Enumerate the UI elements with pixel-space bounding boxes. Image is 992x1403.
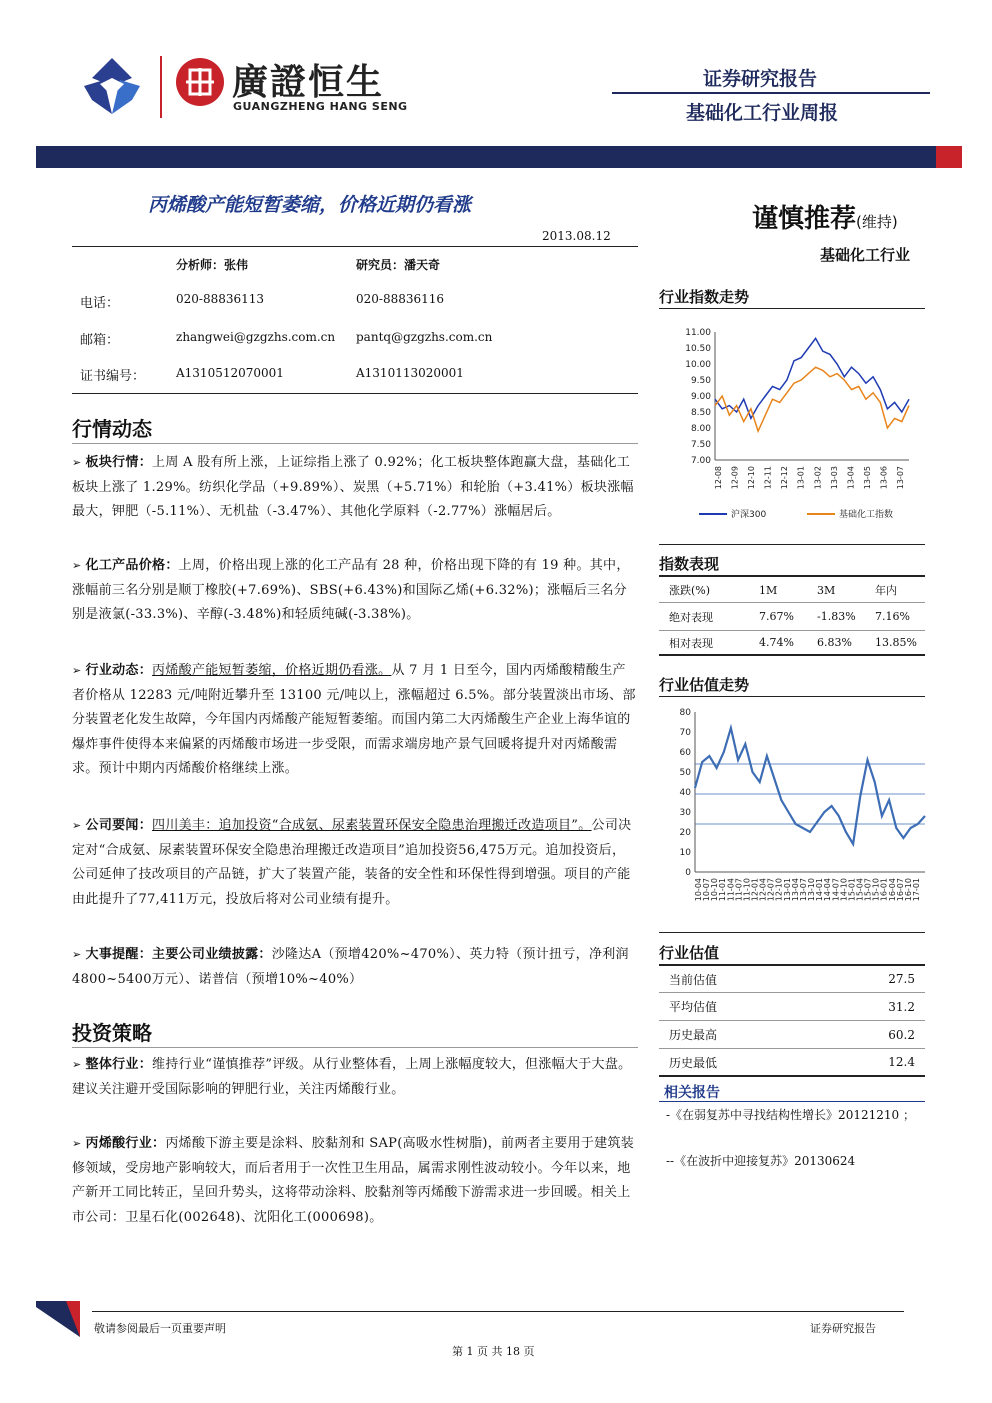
val-label: 历史最低 bbox=[669, 1055, 718, 1070]
logo-mark-icon bbox=[76, 56, 148, 116]
x-tick-label: 13-07 bbox=[798, 878, 808, 902]
y-tick-label: 9.00 bbox=[690, 392, 711, 402]
x-tick-label: 12-09 bbox=[730, 466, 740, 490]
x-tick-label: 12-07 bbox=[766, 878, 776, 902]
perf-title: 指数表现 bbox=[659, 555, 720, 573]
section-heading: 投资策略 bbox=[72, 1021, 152, 1045]
contact-value: 020-88836116 bbox=[356, 292, 445, 306]
x-tick-label: 10-04 bbox=[694, 878, 703, 902]
item-title: 板块行情： bbox=[85, 455, 153, 470]
x-tick-label: 13-04 bbox=[846, 466, 856, 490]
rating-main: 谨慎推荐 bbox=[752, 204, 857, 234]
item-text: 维持行业“谨慎推荐”评级。从行业整体看，上周上涨幅度较大，但涨幅大于大盘。建议关注避开受国际影响的钾肥行业，关注丙烯酸行业。 bbox=[72, 1057, 632, 1097]
contact-value: A1310113020001 bbox=[356, 366, 464, 380]
x-tick-label: 13-07 bbox=[896, 466, 905, 490]
y-tick-label: 11.00 bbox=[685, 328, 711, 338]
index-trend-chart bbox=[659, 318, 929, 528]
x-tick-label: 12-08 bbox=[714, 466, 723, 490]
item-title: 化工产品价格： bbox=[85, 558, 179, 573]
x-tick-label: 12-01 bbox=[750, 878, 760, 902]
perf-cell: 相对表现 bbox=[669, 636, 713, 650]
x-tick-label: 16-04 bbox=[887, 878, 897, 902]
perf-cell: 6.83% bbox=[817, 636, 852, 649]
perf-cell: 7.16% bbox=[875, 610, 910, 623]
email-link[interactable]: zhangwei@gzgzhs.com.cn bbox=[176, 330, 336, 344]
item-text: 从 7 月 1 日至今，国内丙烯酸精酸生产者价格从 12283 元/吨附近攀升至 13100 元/吨以上，涨幅超过 6.5%。部分装置淡出市场、部分装置老化发生故障，今年国内丙烯酸产能短暂萎缩。而国内第二大丙烯酸生产企业上海华谊的爆炸事件使得本来偏紧的丙烯酸市场进一步受限，而需求端房地产景气回暖将提升对丙烯酸需求。预计中期内丙烯酸价格继续上涨。 bbox=[72, 663, 636, 776]
trend-title: 行业指数走势 bbox=[659, 288, 750, 306]
brand-en: GUANGZHENG HANG SENG bbox=[233, 100, 408, 113]
related-title: 相关报告 bbox=[664, 1085, 720, 1101]
y-tick-label: 8.00 bbox=[690, 424, 711, 434]
item-text: 上周 A 股有所上涨，上证综指上涨了 0.92%；化工板块整体跑赢大盘，基础化工板块上涨了 1.29%。纺织化学品（+9.89%）、炭黑（+5.71%）和轮胎（+3.41%）板块涨幅最大，钾肥（-5.11%）、无机盐（-3.47%）、其他化学原料（-2.77%）涨幅居后。 bbox=[72, 455, 634, 519]
val-title: 行业估值 bbox=[659, 944, 720, 962]
y-tick-label: 10.00 bbox=[685, 360, 711, 370]
y-tick-label: 20 bbox=[679, 828, 691, 838]
rating-sub: (维持) bbox=[856, 213, 898, 231]
y-tick-label: 9.50 bbox=[690, 376, 711, 386]
footer-report-label: 证券研究报告 bbox=[810, 1322, 876, 1335]
perf-table bbox=[659, 578, 925, 656]
rating-industry: 基础化工行业 bbox=[820, 246, 911, 264]
y-tick-label: 0 bbox=[685, 868, 691, 878]
footer-disclaimer: 敬请参阅最后一页重要声明 bbox=[94, 1322, 226, 1335]
header-bar bbox=[36, 146, 962, 168]
x-tick-label: 14-04 bbox=[823, 878, 833, 902]
item-text: 上周，价格出现上涨的化工产品有 28 种，价格出现下降的有 19 种。其中，涨幅前三名分别是顺丁橡胶(+7.69%)、SBS(+6.43%)和国际乙烯(+6.32%)；涨幅后三名分别是液氯(-33.3%)、辛醇(-3.48%)和轻质纯碱(-3.38%)。 bbox=[72, 558, 630, 622]
x-tick-label: 11-07 bbox=[734, 878, 744, 902]
item-text: 丙烯酸下游主要是涂料、胶黏剂和 SAP(高吸水性树脂)，前两者主要用于建筑装修领域，受房地产影响较大，而后者用于一次性卫生用品，属需求刚性波动较小。今年以来，地产新开工同比转正，呈回升势头，这将带动涂料、胶黏剂等丙烯酸下游需求进一步回暖。相关上市公司：卫星石化(002648)、沈阳化工(000698)。 bbox=[72, 1136, 635, 1225]
x-tick-label: 15-07 bbox=[863, 878, 873, 902]
x-tick-label: 13-01 bbox=[796, 466, 806, 490]
x-tick-label: 16-01 bbox=[879, 878, 889, 902]
x-tick-label: 11-04 bbox=[726, 878, 736, 902]
y-tick-label: 7.00 bbox=[690, 456, 711, 466]
x-tick-label: 15-01 bbox=[847, 878, 857, 902]
item-title: 行业动态： bbox=[85, 663, 153, 678]
contact-value: A1310512070001 bbox=[176, 366, 284, 380]
x-tick-label: 11-01 bbox=[718, 878, 728, 902]
perf-cell: 4.74% bbox=[759, 636, 794, 649]
val-label: 平均估值 bbox=[669, 1000, 718, 1014]
y-tick-label: 10.50 bbox=[685, 344, 711, 354]
x-tick-label: 12-11 bbox=[763, 466, 773, 490]
x-tick-label: 16-10 bbox=[903, 878, 913, 902]
report-type: 证券研究报告 bbox=[703, 68, 818, 90]
y-tick-label: 50 bbox=[679, 768, 691, 778]
x-tick-label: 15-04 bbox=[855, 878, 865, 902]
contact-label: 证书编号： bbox=[80, 369, 146, 384]
valuation-trend-chart bbox=[659, 704, 929, 929]
x-tick-label: 13-04 bbox=[790, 878, 800, 902]
footer-triangle-icon bbox=[36, 1301, 84, 1341]
perf-cell: -1.83% bbox=[817, 610, 856, 623]
email-link[interactable]: pantq@gzgzhs.com.cn bbox=[356, 330, 493, 344]
y-tick-label: 60 bbox=[679, 748, 691, 758]
y-tick-label: 40 bbox=[679, 788, 691, 798]
val-value: 31.2 bbox=[888, 999, 915, 1014]
val-value: 60.2 bbox=[888, 1027, 915, 1042]
analyst-name: 分析师：张伟 bbox=[176, 258, 249, 272]
market-item: ➢ 板块行情：上周 A 股有所上涨，上证综指上涨了 0.92%；化工板块整体跑赢大盘，基础化工板块上涨了 1.29%。纺织化学品（+9.89%）、炭黑（+5.71%）和轮胎（+3.41%）板块涨幅最大，钾肥（-5.11%）、无机盐（-3.47%）、其他化学原料（-2.77%）涨幅居后。 bbox=[72, 455, 634, 519]
item-title: 大事提醒：主要公司业绩披露： bbox=[85, 947, 272, 962]
item-title: 整体行业： bbox=[85, 1057, 153, 1072]
x-tick-label: 14-10 bbox=[839, 878, 849, 902]
market-item: ➢ 大事提醒：主要公司业绩披露：沙隆达A（预增420%~470%）、英力特（预计扭亏，净利润4800~5400万元）、诺普信（预增10%~40%） bbox=[72, 947, 629, 987]
report-date: 2013.08.12 bbox=[542, 229, 611, 243]
item-title: 公司要闻： bbox=[85, 818, 153, 833]
x-tick-label: 12-10 bbox=[747, 466, 757, 490]
y-tick-label: 10 bbox=[679, 848, 691, 858]
perf-header: 1M bbox=[759, 583, 778, 597]
y-tick-label: 30 bbox=[679, 808, 691, 818]
contact-value: 020-88836113 bbox=[176, 292, 265, 306]
y-tick-label: 70 bbox=[679, 728, 691, 738]
market-item: ➢ 化工产品价格：上周，价格出现上涨的化工产品有 28 种，价格出现下降的有 19 种。其中，涨幅前三名分别是顺丁橡胶(+7.69%)、SBS(+6.43%)和国际乙烯(+6.32%)；涨幅后三名分别是液氯(-33.3%)、辛醇(-3.48%)和轻质纯碱(-3.38%)。 bbox=[72, 558, 630, 622]
rating bbox=[752, 198, 898, 235]
related-report-link[interactable]: -《在弱复苏中寻找结构性增长》20121210 ； bbox=[666, 1108, 915, 1122]
x-tick-label: 12-12 bbox=[780, 466, 790, 490]
item-text: 沙隆达A（预增420%~470%）、英力特（预计扭亏，净利润4800~5400万元）、诺普信（预增10%~40%） bbox=[72, 947, 629, 987]
x-tick-label: 10-07 bbox=[702, 878, 712, 902]
x-tick-label: 13-01 bbox=[782, 878, 792, 902]
seal-icon bbox=[176, 58, 224, 106]
perf-cell: 7.67% bbox=[759, 610, 794, 623]
page-number: 第 1 页 共 18 页 bbox=[452, 1345, 535, 1358]
x-tick-label: 11-10 bbox=[742, 878, 752, 902]
contact-label: 邮箱： bbox=[80, 333, 120, 348]
val-value: 27.5 bbox=[888, 972, 915, 986]
x-tick-label: 10-10 bbox=[710, 878, 720, 902]
perf-header: 3M bbox=[817, 583, 836, 597]
market-item: ➢ 公司要闻：四川美丰：追加投资“合成氨、尿素装置环保安全隐患治理搬迁改造项目”。公司决定对“合成氨、尿素装置环保安全隐患治理搬迁改造项目”追加投资56,475万元。追加投资后，公司延伸了技改项目的产品链，扩大了装置产能，装备的安全性和环保性得到增强。项目的产能由此提升了77,411万元，投放后将对公司业绩有提升。 bbox=[72, 818, 632, 907]
x-tick-label: 14-07 bbox=[831, 878, 841, 902]
y-tick-label: 8.50 bbox=[690, 408, 711, 418]
x-tick-label: 17-01 bbox=[912, 878, 921, 902]
report-subtitle: 基础化工行业周报 bbox=[686, 102, 839, 124]
perf-header: 涨跌(%) bbox=[669, 584, 711, 597]
x-tick-label: 13-05 bbox=[862, 466, 872, 490]
contact-label: 电话： bbox=[80, 296, 120, 311]
series-line bbox=[695, 728, 925, 844]
perf-header: 年内 bbox=[875, 584, 897, 597]
x-tick-label: 13-10 bbox=[807, 878, 817, 902]
x-tick-label: 12-04 bbox=[758, 878, 768, 902]
x-tick-label: 13-02 bbox=[813, 466, 823, 490]
related-report-link[interactable]: --《在波折中迎接复苏》20130624 bbox=[666, 1154, 856, 1168]
perf-cell: 绝对表现 bbox=[669, 610, 713, 624]
x-tick-label: 12-10 bbox=[774, 878, 784, 902]
item-lead: 丙烯酸产能短暂萎缩，价格近期仍看涨。 bbox=[152, 663, 392, 678]
legend-label: 基础化工指数 bbox=[839, 510, 894, 520]
val-table bbox=[659, 966, 925, 1077]
researcher-name: 研究员：潘天奇 bbox=[356, 258, 441, 272]
strategy-item: ➢ 丙烯酸行业：丙烯酸下游主要是涂料、胶黏剂和 SAP(高吸水性树脂)，前两者主要用于建筑装修领域，受房地产影响较大，而后者用于一次性卫生用品，属需求刚性波动较小。今年以来，地产新开工同比转正，呈回升势头，这将带动涂料、胶黏剂等丙烯酸下游需求进一步回暖。相关上市公司：卫星石化(002648)、沈阳化工(000698)。 bbox=[72, 1136, 635, 1225]
strategy-item: ➢ 整体行业：维持行业“谨慎推荐”评级。从行业整体看，上周上涨幅度较大，但涨幅大于大盘。建议关注避开受国际影响的钾肥行业，关注丙烯酸行业。 bbox=[72, 1057, 632, 1097]
y-tick-label: 80 bbox=[679, 708, 691, 718]
item-title: 丙烯酸行业： bbox=[85, 1136, 166, 1151]
x-tick-label: 13-03 bbox=[829, 466, 839, 490]
val-label: 当前估值 bbox=[669, 972, 718, 987]
brand-cn: 廣證恒生 bbox=[232, 62, 385, 103]
val-value: 12.4 bbox=[888, 1055, 915, 1069]
x-tick-label: 14-01 bbox=[815, 878, 825, 902]
report-title: 丙烯酸产能短暂萎缩，价格近期仍看涨 bbox=[148, 194, 472, 216]
y-tick-label: 7.50 bbox=[690, 440, 711, 450]
logo bbox=[76, 56, 148, 116]
series-line bbox=[715, 338, 909, 418]
x-tick-label: 16-07 bbox=[895, 878, 905, 902]
val-trend-title: 行业估值走势 bbox=[659, 676, 750, 694]
item-text: 公司决定对“合成氨、尿素装置环保安全隐患治理搬迁改造项目”追加投资56,475万元。追加投资后，公司延伸了技改项目的产品链，扩大了装置产能，装备的安全性和环保性得到增强。项目的产能由此提升了77,411万元，投放后将对公司业绩有提升。 bbox=[72, 818, 632, 907]
perf-cell: 13.85% bbox=[875, 636, 917, 649]
item-lead: 四川美丰：追加投资“合成氨、尿素装置环保安全隐患治理搬迁改造项目”。 bbox=[152, 818, 592, 833]
val-label: 历史最高 bbox=[669, 1028, 718, 1042]
legend-label: 沪深300 bbox=[731, 510, 767, 520]
x-tick-label: 15-10 bbox=[871, 878, 881, 902]
section-heading: 行情动态 bbox=[72, 417, 152, 441]
x-tick-label: 13-06 bbox=[879, 466, 889, 490]
market-item: ➢ 行业动态：丙烯酸产能短暂萎缩，价格近期仍看涨。从 7 月 1 日至今，国内丙烯酸精酸生产者价格从 12283 元/吨附近攀升至 13100 元/吨以上，涨幅超过 6.5%。部分装置淡出市场、部分装置老化发生故障，今年国内丙烯酸产能短暂萎缩。而国内第二大丙烯酸生产企业上海华谊的爆炸事件使得本来偏紧的丙烯酸市场进一步受限，而需求端房地产景气回暖将提升对丙烯酸需求。预计中期内丙烯酸价格继续上涨。 bbox=[72, 663, 636, 776]
